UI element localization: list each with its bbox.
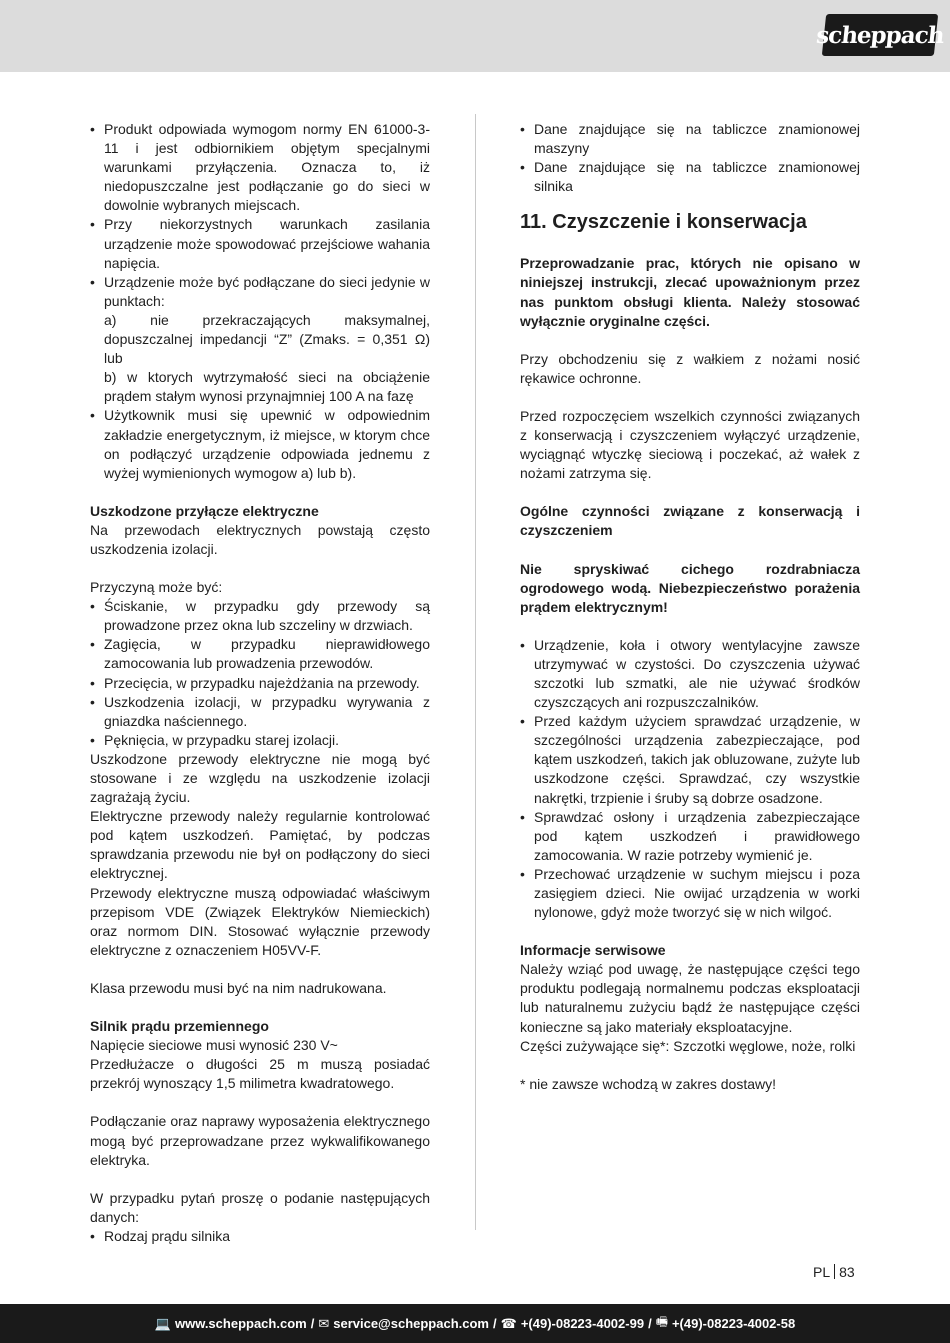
header-bar [0, 0, 950, 72]
paragraph: Klasa przewodu musi być na nim nadrukowana. [90, 979, 387, 996]
phone-icon: ☎ [500, 1315, 517, 1331]
bold-paragraph: Informacje serwisowe [520, 942, 666, 959]
paragraph: Na przewodach elektrycznych powstają często uszkodzenia izolacji. [90, 521, 430, 557]
bold-paragraph: Ogólne czynności związane z konserwacją i czyszczeniem [520, 503, 860, 539]
paragraph: Przyczyną może być: [90, 579, 223, 596]
fax-icon: 🖷 [655, 1313, 668, 1329]
bullet-item: • Dane znajdujące się na tabliczce znamionowej maszyny [520, 120, 860, 158]
paragraph: W przypadku pytań proszę o podanie następujących danych: [90, 1189, 430, 1225]
bullet-item: • Pęknięcia, w przypadku starej izolacji. [90, 731, 430, 750]
bold-paragraph: Uszkodzone przyłącze elektryczne [90, 502, 319, 519]
paragraph: Części zużywające się*: Szczotki węglowe, noże, rolki [520, 1037, 856, 1054]
paragraph: Napięcie sieciowe musi wynosić 230 V~ [90, 1037, 338, 1054]
paragraph: Przed rozpoczęciem wszelkich czynności związanych z konserwacją i czyszczeniem wyłączyć urządzenie, wyciągnąć wtyczkę sieciową i poczekać, aż wałek z nożami zatrzyma się. [520, 407, 860, 482]
computer-icon: 💻 [154, 1315, 171, 1331]
footer-website[interactable]: www.scheppach.com [174, 1316, 307, 1331]
bold-paragraph: Przeprowadzanie prac, których nie opisano w niniejszej instrukcji, zlecać upoważnionym przez nas punktom obsługi klienta. Należy stosować wyłącznie oryginalne części. [520, 255, 860, 329]
page-number [813, 1264, 855, 1280]
bullet-item: • Dane znajdujące się na tabliczce znamionowej silnika [520, 158, 860, 196]
paragraph-spacer [90, 1170, 430, 1189]
footer-separator: / [493, 1316, 497, 1331]
paragraph-spacer [90, 960, 430, 979]
bullet-item: • Urządzenie może być podłączane do sieci jedynie w punktach: [90, 273, 430, 311]
sub-item: a) nie przekraczających maksymalnej, dopuszczalnej impedancji “Z” (Zmaks. = 0,351 Ω) lub [104, 311, 430, 367]
section-heading: 11. Czyszczenie i konserwacja [520, 211, 807, 234]
paragraph-spacer [90, 483, 430, 502]
paragraph-spacer [90, 1093, 430, 1112]
paragraph: Elektryczne przewody należy regularnie kontrolować pod kątem uszkodzeń. Pamiętać, by podczas sprawdzania przewodu nie był on podłączony do sieci elektrycznej. [90, 808, 430, 882]
paragraph: Uszkodzone przewody elektryczne nie mogą być stosowane i ze względu na uszkodzenie izolacji zagrażają życiu. [90, 750, 430, 806]
bold-paragraph: Nie spryskiwać cichego rozdrabniacza ogrodowego wodą. Niebezpieczeństwo porażenia prądem elektrycznym! [520, 560, 860, 615]
footer-phone: +(49)-08223-4002-99 [520, 1316, 645, 1331]
paragraph: Przewody elektryczne muszą odpowiadać właściwym przepisom VDE (Związek Elektryków Niemieckich) oraz normom DIN. Stosować wyłącznie przewody elektryczne z oznaczeniem H05VV-F. [90, 884, 430, 958]
paragraph: Należy wziąć pod uwagę, że następujące części tego produktu podlegają normalnemu podczas eksploatacji lub naturalnemu zużyciu bądź że następujące części konieczne są jako materiały eksploatacyjne. [520, 961, 860, 1035]
mail-icon: ✉ [318, 1315, 330, 1331]
bullet-item: • Przechować urządzenie w suchym miejscu i poza zasięgiem dzieci. Nie owijać urządzenia w worki nylonowe, gdyż może tworzyć się w nich wilgoć. [520, 865, 860, 922]
bullet-item: • Przy niekorzystnych warunkach zasilania urządzenie może spowodować przejściowe wahania napięcia. [90, 215, 430, 272]
paragraph: Podłączanie oraz naprawy wyposażenia elektrycznego mogą być przeprowadzane przez wykwalifikowanego elektryka. [90, 1113, 430, 1168]
paragraph-spacer [520, 617, 860, 636]
bullet-item: • Przed każdym użyciem sprawdzać urządzenie, w szczególności urządzenia zabezpieczające, pod kątem uszkodzeń, takich jak obluzowane, zużyte lub uszkodzone części. Sprawdzać, czy wszystkie nakrętki, trzpienie i śruby są dobrze osadzone. [520, 712, 860, 807]
bullet-item: • Sprawdzać osłony i urządzenia zabezpieczające pod kątem uszkodzeń i prawidłowego zamocowania. W razie potrzeby wymienić je. [520, 808, 860, 865]
footer-bar [0, 1304, 950, 1343]
footer-email[interactable]: service@scheppach.com [333, 1316, 489, 1331]
paragraph: * nie zawsze wchodzą w zakres dostawy! [520, 1075, 776, 1092]
bullet-item: • Uszkodzenia izolacji, w przypadku wyrywania z gniazdka naściennego. [90, 693, 430, 731]
paragraph-spacer [90, 998, 430, 1017]
paragraph-spacer [520, 541, 860, 560]
paragraph-spacer [520, 922, 860, 941]
page-number-separator [834, 1264, 835, 1279]
paragraph-spacer [520, 483, 860, 502]
footer-separator: / [310, 1316, 315, 1331]
column-divider [475, 114, 476, 1230]
bullet-item: • Produkt odpowiada wymogom normy EN 61000-3-11 i jest odbiornikiem objętym specjalnymi warunkami przyłączenia. Oznacza to, iż niedopuszczalne jest podłączanie go do sieci w dowolnie wybranych miejscach. [90, 120, 430, 215]
right-column [520, 120, 860, 1094]
paragraph: Przy obchodzeniu się z wałkiem z nożami nosić rękawice ochronne. [520, 350, 860, 386]
scheppach-logo: scheppach [822, 14, 938, 56]
bullet-item: • Przecięcia, w przypadku najeżdżania na przewody. [90, 674, 430, 693]
paragraph-spacer [520, 388, 860, 407]
page-language: PL [813, 1264, 831, 1280]
page-number-value: 83 [839, 1264, 855, 1280]
paragraph-spacer [90, 559, 430, 578]
paragraph-spacer [520, 331, 860, 350]
bullet-item: • Rodzaj prądu silnika [90, 1227, 430, 1246]
bullet-item: • Użytkownik musi się upewnić w odpowiednim zakładzie energetycznym, iż miejsce, w ktorym chce on podłączyć urządzenie odpowiada jednemu z wyżej wymienionych wymogow a) lub b). [90, 406, 430, 482]
footer-separator: / [648, 1316, 652, 1331]
paragraph-spacer [520, 1056, 860, 1075]
bullet-item: • Ściskanie, w przypadku gdy przewody są prowadzone przez okna lub szczeliny w drzwiach. [90, 597, 430, 635]
footer-fax: +(49)-08223-4002-58 [671, 1316, 796, 1331]
sub-item: b) w ktorych wytrzymałość sieci na obciążenie prądem stałym wynosi przynajmniej 100 A na fazę [104, 369, 430, 405]
bullet-item: • Urządzenie, koła i otwory wentylacyjne zawsze utrzymywać w czystości. Do czyszczenia używać szczotki lub szmatki, ale nie używać środków czyszczących ani rozpuszczalników. [520, 636, 860, 712]
paragraph: Przedłużacze o długości 25 m muszą posiadać przekrój wynoszący 1,5 milimetra kwadratowego. [90, 1056, 430, 1092]
bullet-item: • Zagięcia, w przypadku nieprawidłowego zamocowania lub prowadzenia przewodów. [90, 635, 430, 673]
left-column [90, 120, 430, 1246]
bold-paragraph: Silnik prądu przemiennego [90, 1018, 269, 1035]
